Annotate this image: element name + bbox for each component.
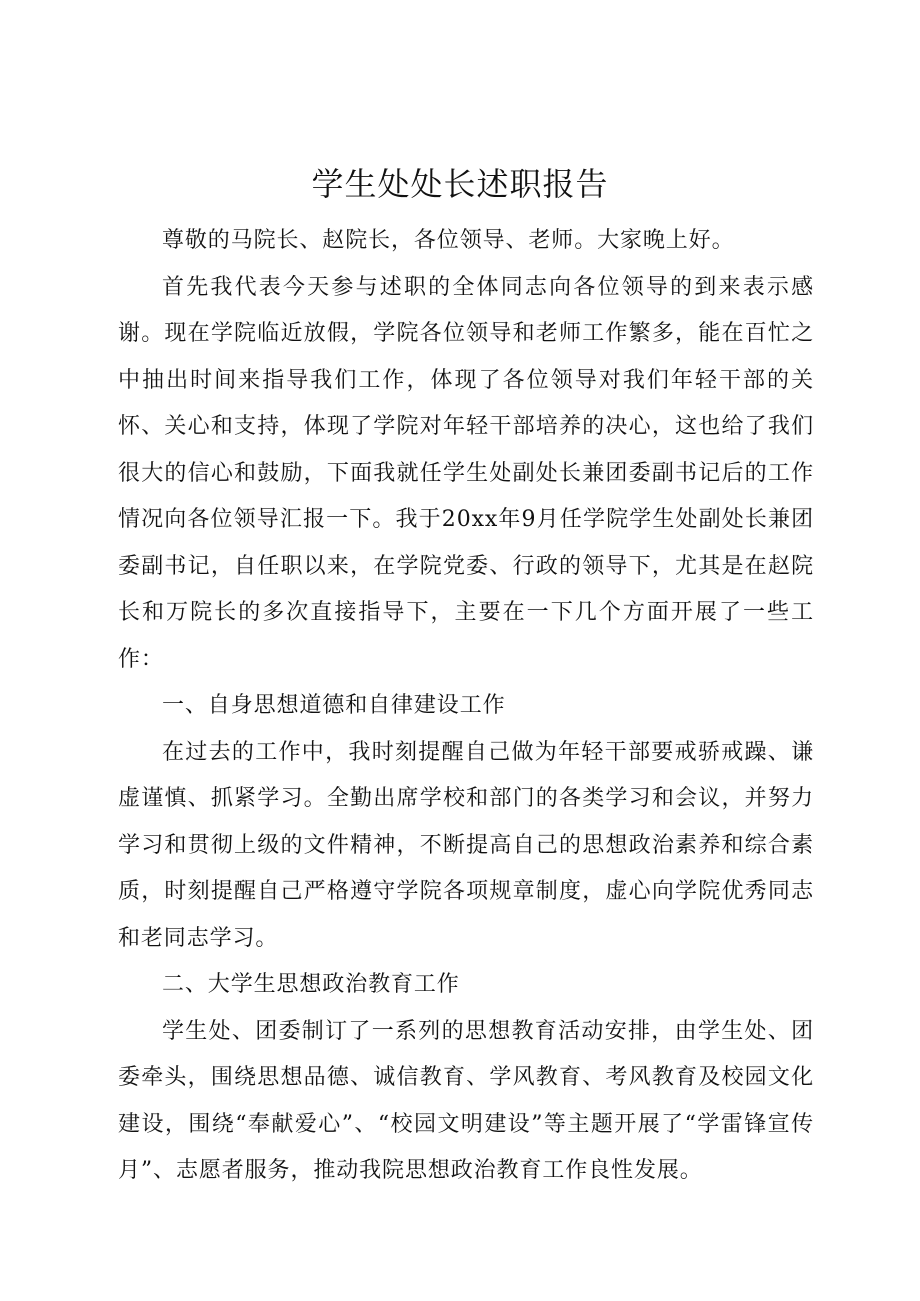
document-body xyxy=(118,218,814,1195)
greeting-paragraph: 尊敬的马院长、赵院长，各位领导、老师。大家晚上好。 xyxy=(162,228,735,253)
section-heading-1: 一、自身思想道德和自律建设工作 xyxy=(162,693,506,718)
section-2-paragraph: 学生处、团委制订了一系列的思想教育活动安排，由学生处、团委牵头，围绕思想品德、诚信教育、学风教育、考风教育及校园文化建设，围绕“奉献爱心”、“校园文明建设”等主题开展了“学雷锋宣传月”、志愿者服务，推动我院思想政治教育工作良性发展。 xyxy=(118,1018,814,1183)
section-heading-2: 二、大学生思想政治教育工作 xyxy=(162,972,460,997)
intro-paragraph: 首先我代表今天参与述职的全体同志向各位领导的到来表示感谢。现在学院临近放假，学院各位领导和老师工作繁多，能在百忙之中抽出时间来指导我们工作，体现了各位领导对我们年轻干部的关怀、关心和支持，体现了学院对年轻干部培养的决心，这也给了我们很大的信心和鼓励，下面我就任学生处副处长兼团委副书记后的工作情况向各位领导汇报一下。我于20xx年9月任学院学生处副处长兼团委副书记，自任职以来，在学院党委、行政的领导下，尤其是在赵院长和万院长的多次直接指导下，主要在一下几个方面开展了一些工作： xyxy=(118,274,814,672)
section-1-paragraph: 在过去的工作中，我时刻提醒自己做为年轻干部要戒骄戒躁、谦虚谨慎、抓紧学习。全勤出席学校和部门的各类学习和会议，并努力学习和贯彻上级的文件精神，不断提高自己的思想政治素养和综合素质，时刻提醒自己严格遵守学院各项规章制度，虚心向学院优秀同志和老同志学习。 xyxy=(118,739,814,951)
document-title: 学生处处长述职报告 xyxy=(311,165,609,203)
